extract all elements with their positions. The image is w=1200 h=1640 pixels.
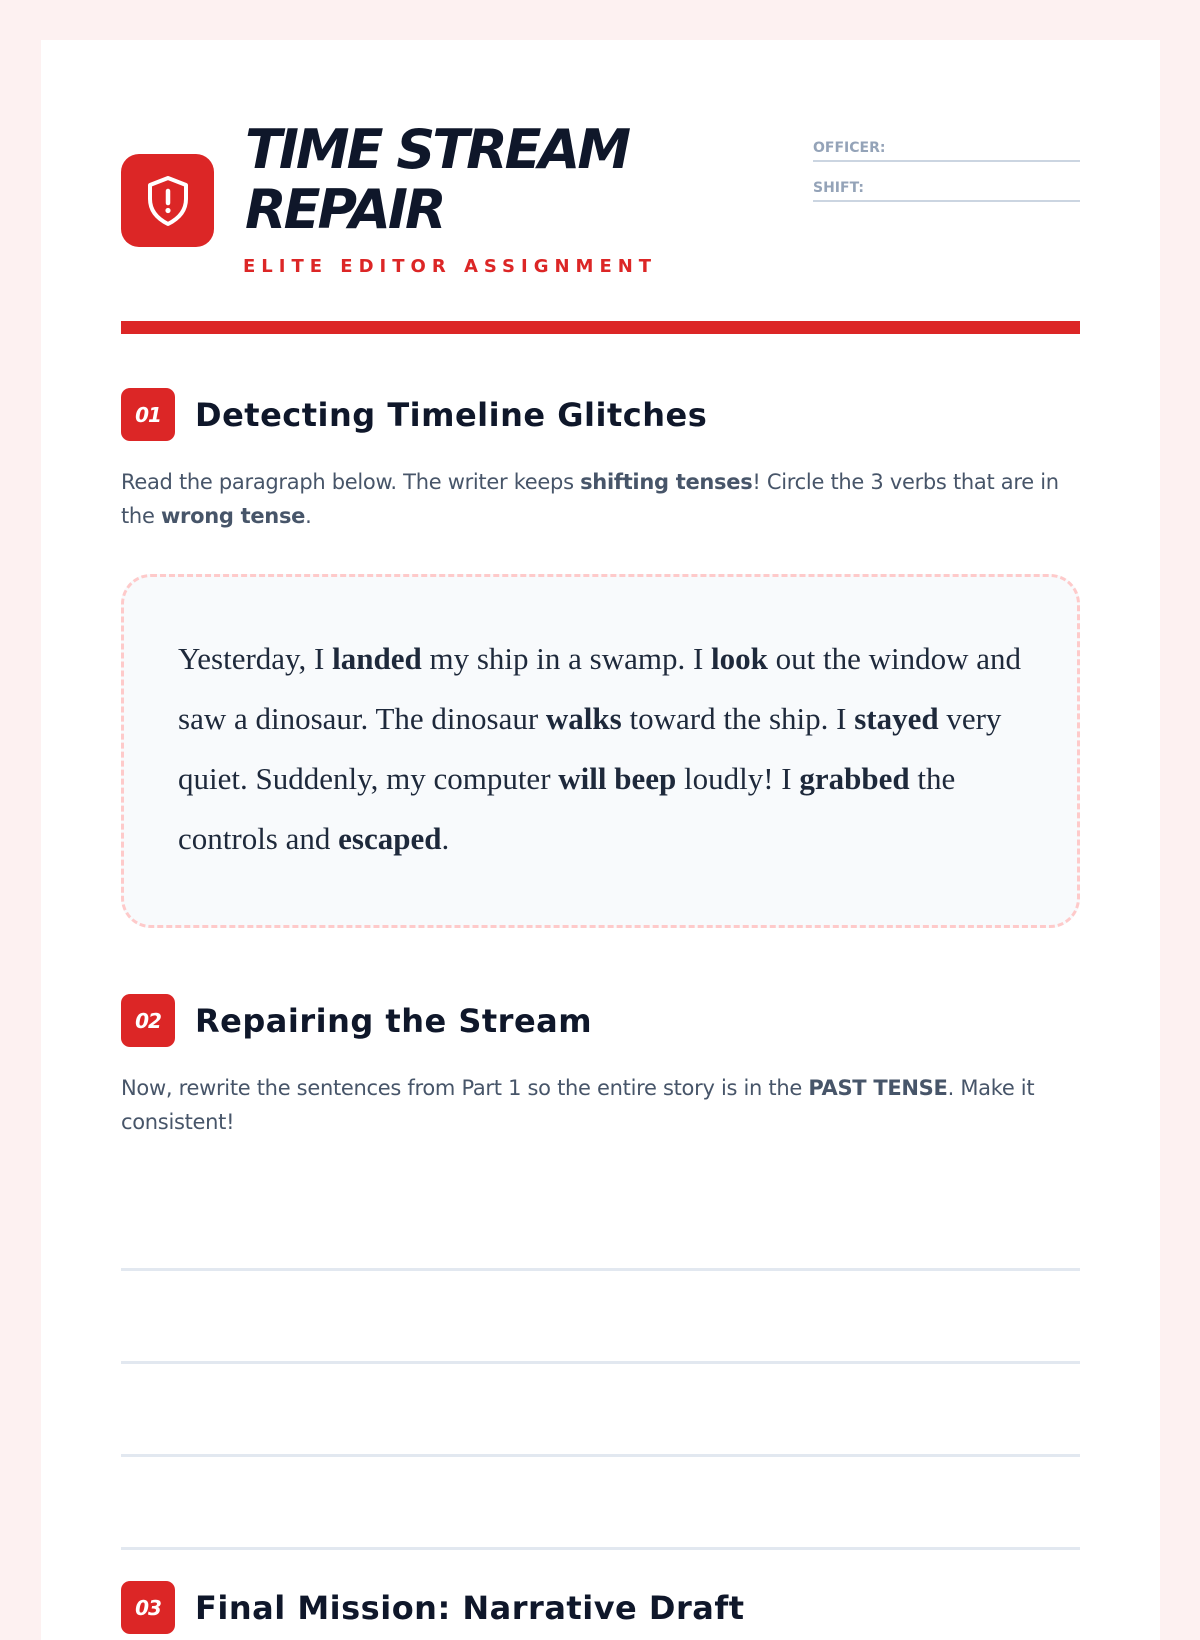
emphasized-text: look [711, 641, 768, 676]
worksheet-page [41, 40, 1160, 1640]
section-2-number: 02 [121, 994, 175, 1047]
writing-line[interactable] [121, 1364, 1080, 1457]
section-2-heading [121, 994, 1080, 1047]
section-2-instruction: Now, rewrite the sentences from Part 1 so the entire story is in the PAST TENSE. Make it consistent! [121, 1076, 1035, 1134]
emphasized-text: PAST TENSE [808, 1076, 948, 1100]
logo-badge [121, 154, 214, 247]
header-divider [121, 321, 1080, 334]
section-3-title: Final Mission: Narrative Draft [195, 1588, 745, 1627]
officer-field[interactable] [813, 122, 1080, 162]
shift-field[interactable] [813, 162, 1080, 202]
worksheet-title: TIME STREAM REPAIR [245, 118, 629, 241]
shift-label: SHIFT: [813, 180, 864, 196]
section-1-title: Detecting Timeline Glitches [195, 395, 708, 434]
emphasized-text: landed [332, 641, 422, 676]
section-3-number: 03 [121, 1581, 175, 1634]
story-box [121, 574, 1080, 928]
writing-line[interactable] [121, 1271, 1080, 1364]
section-repairing-stream [121, 994, 1080, 1139]
section-3-heading [121, 1581, 1080, 1634]
section-1-instruction: Read the paragraph below. The writer keeps shifting tenses! Circle the 3 verbs that are in the wrong tense. [121, 470, 1059, 528]
section-final-mission [121, 1581, 1080, 1634]
section-1-heading [121, 388, 1080, 441]
worksheet-subtitle: ELITE EDITOR ASSIGNMENT [243, 256, 658, 277]
emphasized-text: escaped [338, 821, 442, 856]
story-paragraph: Yesterday, I landed my ship in a swamp. I look out the window and saw a dinosaur. The dinosaur walks toward the ship. I stayed very quiet. Suddenly, my computer will beep loudly! I grabbed the controls and escaped. [178, 641, 1022, 856]
emphasized-text: walks [545, 701, 622, 736]
officer-label: OFFICER: [813, 140, 886, 156]
worksheet-header [121, 40, 1080, 334]
emphasized-text: grabbed [799, 761, 910, 796]
writing-lines [121, 1178, 1080, 1550]
writing-line[interactable] [121, 1178, 1080, 1271]
section-1-number: 01 [121, 388, 175, 441]
section-detecting-glitches [121, 388, 1080, 533]
emphasized-text: will beep [558, 761, 677, 796]
section-2-title: Repairing the Stream [195, 1001, 593, 1040]
writing-line[interactable] [121, 1457, 1080, 1550]
shield-alert-icon [145, 175, 191, 227]
officer-shift-fields [813, 122, 1080, 202]
emphasized-text: wrong tense [160, 504, 306, 528]
emphasized-text: stayed [854, 701, 939, 736]
emphasized-text: shifting tenses [580, 470, 753, 494]
